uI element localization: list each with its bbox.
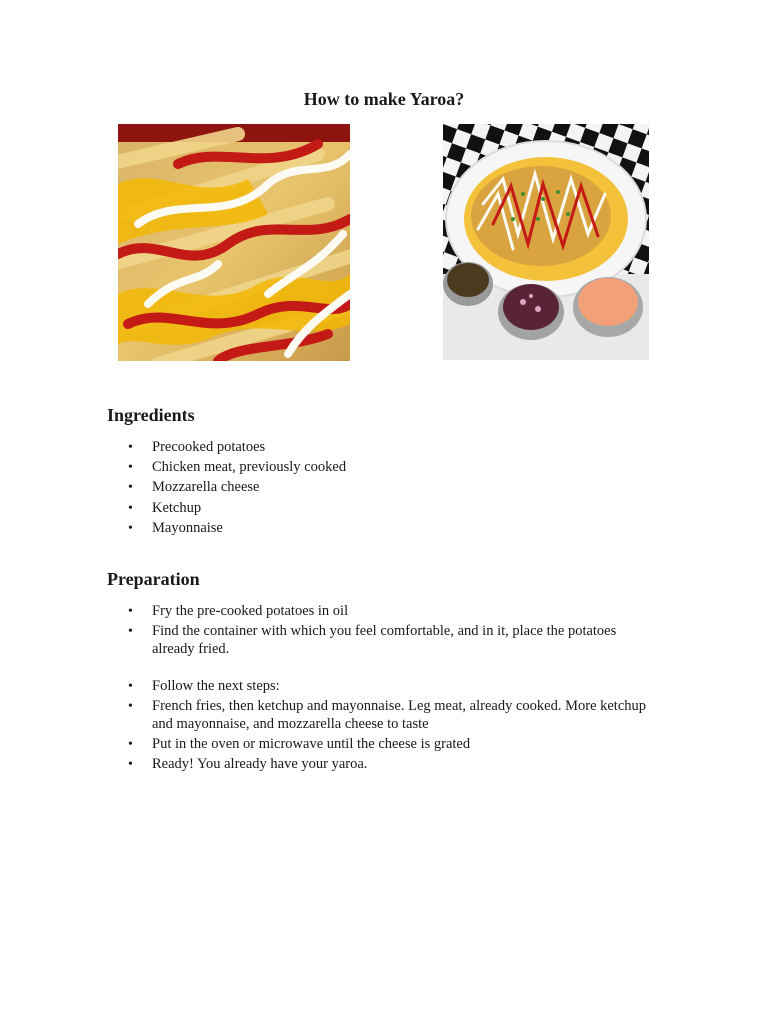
- fries-closeup-image: [118, 124, 350, 361]
- list-item: • Find the container with which you feel comfortable, and in it, place the potatoes already fried.: [128, 623, 617, 657]
- page-title: How to make Yaroa?: [303, 89, 465, 109]
- bullet-icon: •: [128, 440, 133, 455]
- ingredients-list: [0, 439, 652, 540]
- yaroa-plate-photo: [443, 124, 649, 360]
- bullet-icon: •: [128, 604, 133, 619]
- list-item: • Precooked potatoes: [128, 439, 266, 455]
- bullet-icon: •: [128, 757, 133, 773]
- list-item: • Ketchup: [128, 499, 202, 516]
- preparation-heading: Preparation: [107, 569, 200, 589]
- bullet-icon: •: [128, 520, 133, 536]
- bullet-icon: •: [128, 624, 133, 640]
- list-item: • Mozzarella cheese: [128, 479, 260, 496]
- bullet-icon: •: [128, 679, 133, 694]
- list-item: • Ready! You already have your yaroa.: [128, 756, 368, 773]
- bullet-icon: •: [128, 500, 133, 516]
- ingredients-heading: Ingredients: [107, 405, 195, 425]
- list-item: • Fry the pre-cooked potatoes in oil: [128, 603, 349, 619]
- fries-closeup-photo: [118, 124, 350, 361]
- bullet-icon: •: [128, 480, 133, 496]
- preparation-steps-list: [0, 603, 652, 661]
- list-item: • French fries, then ketchup and mayonnaise. Leg meat, already cooked. More ketchup and mayonnaise, and mozzarella cheese to taste: [128, 698, 647, 732]
- bullet-icon: •: [128, 460, 133, 476]
- list-item: • Chicken meat, previously cooked: [128, 459, 347, 476]
- list-item: • Put in the oven or microwave until the cheese is grated: [128, 735, 471, 752]
- yaroa-plate-image: [443, 124, 649, 360]
- list-item: • Follow the next steps:: [128, 678, 280, 694]
- bullet-icon: •: [128, 699, 133, 715]
- list-item: • Mayonnaise: [128, 519, 223, 536]
- bullet-icon: •: [128, 736, 133, 752]
- preparation-steps-list-continued: [0, 678, 652, 776]
